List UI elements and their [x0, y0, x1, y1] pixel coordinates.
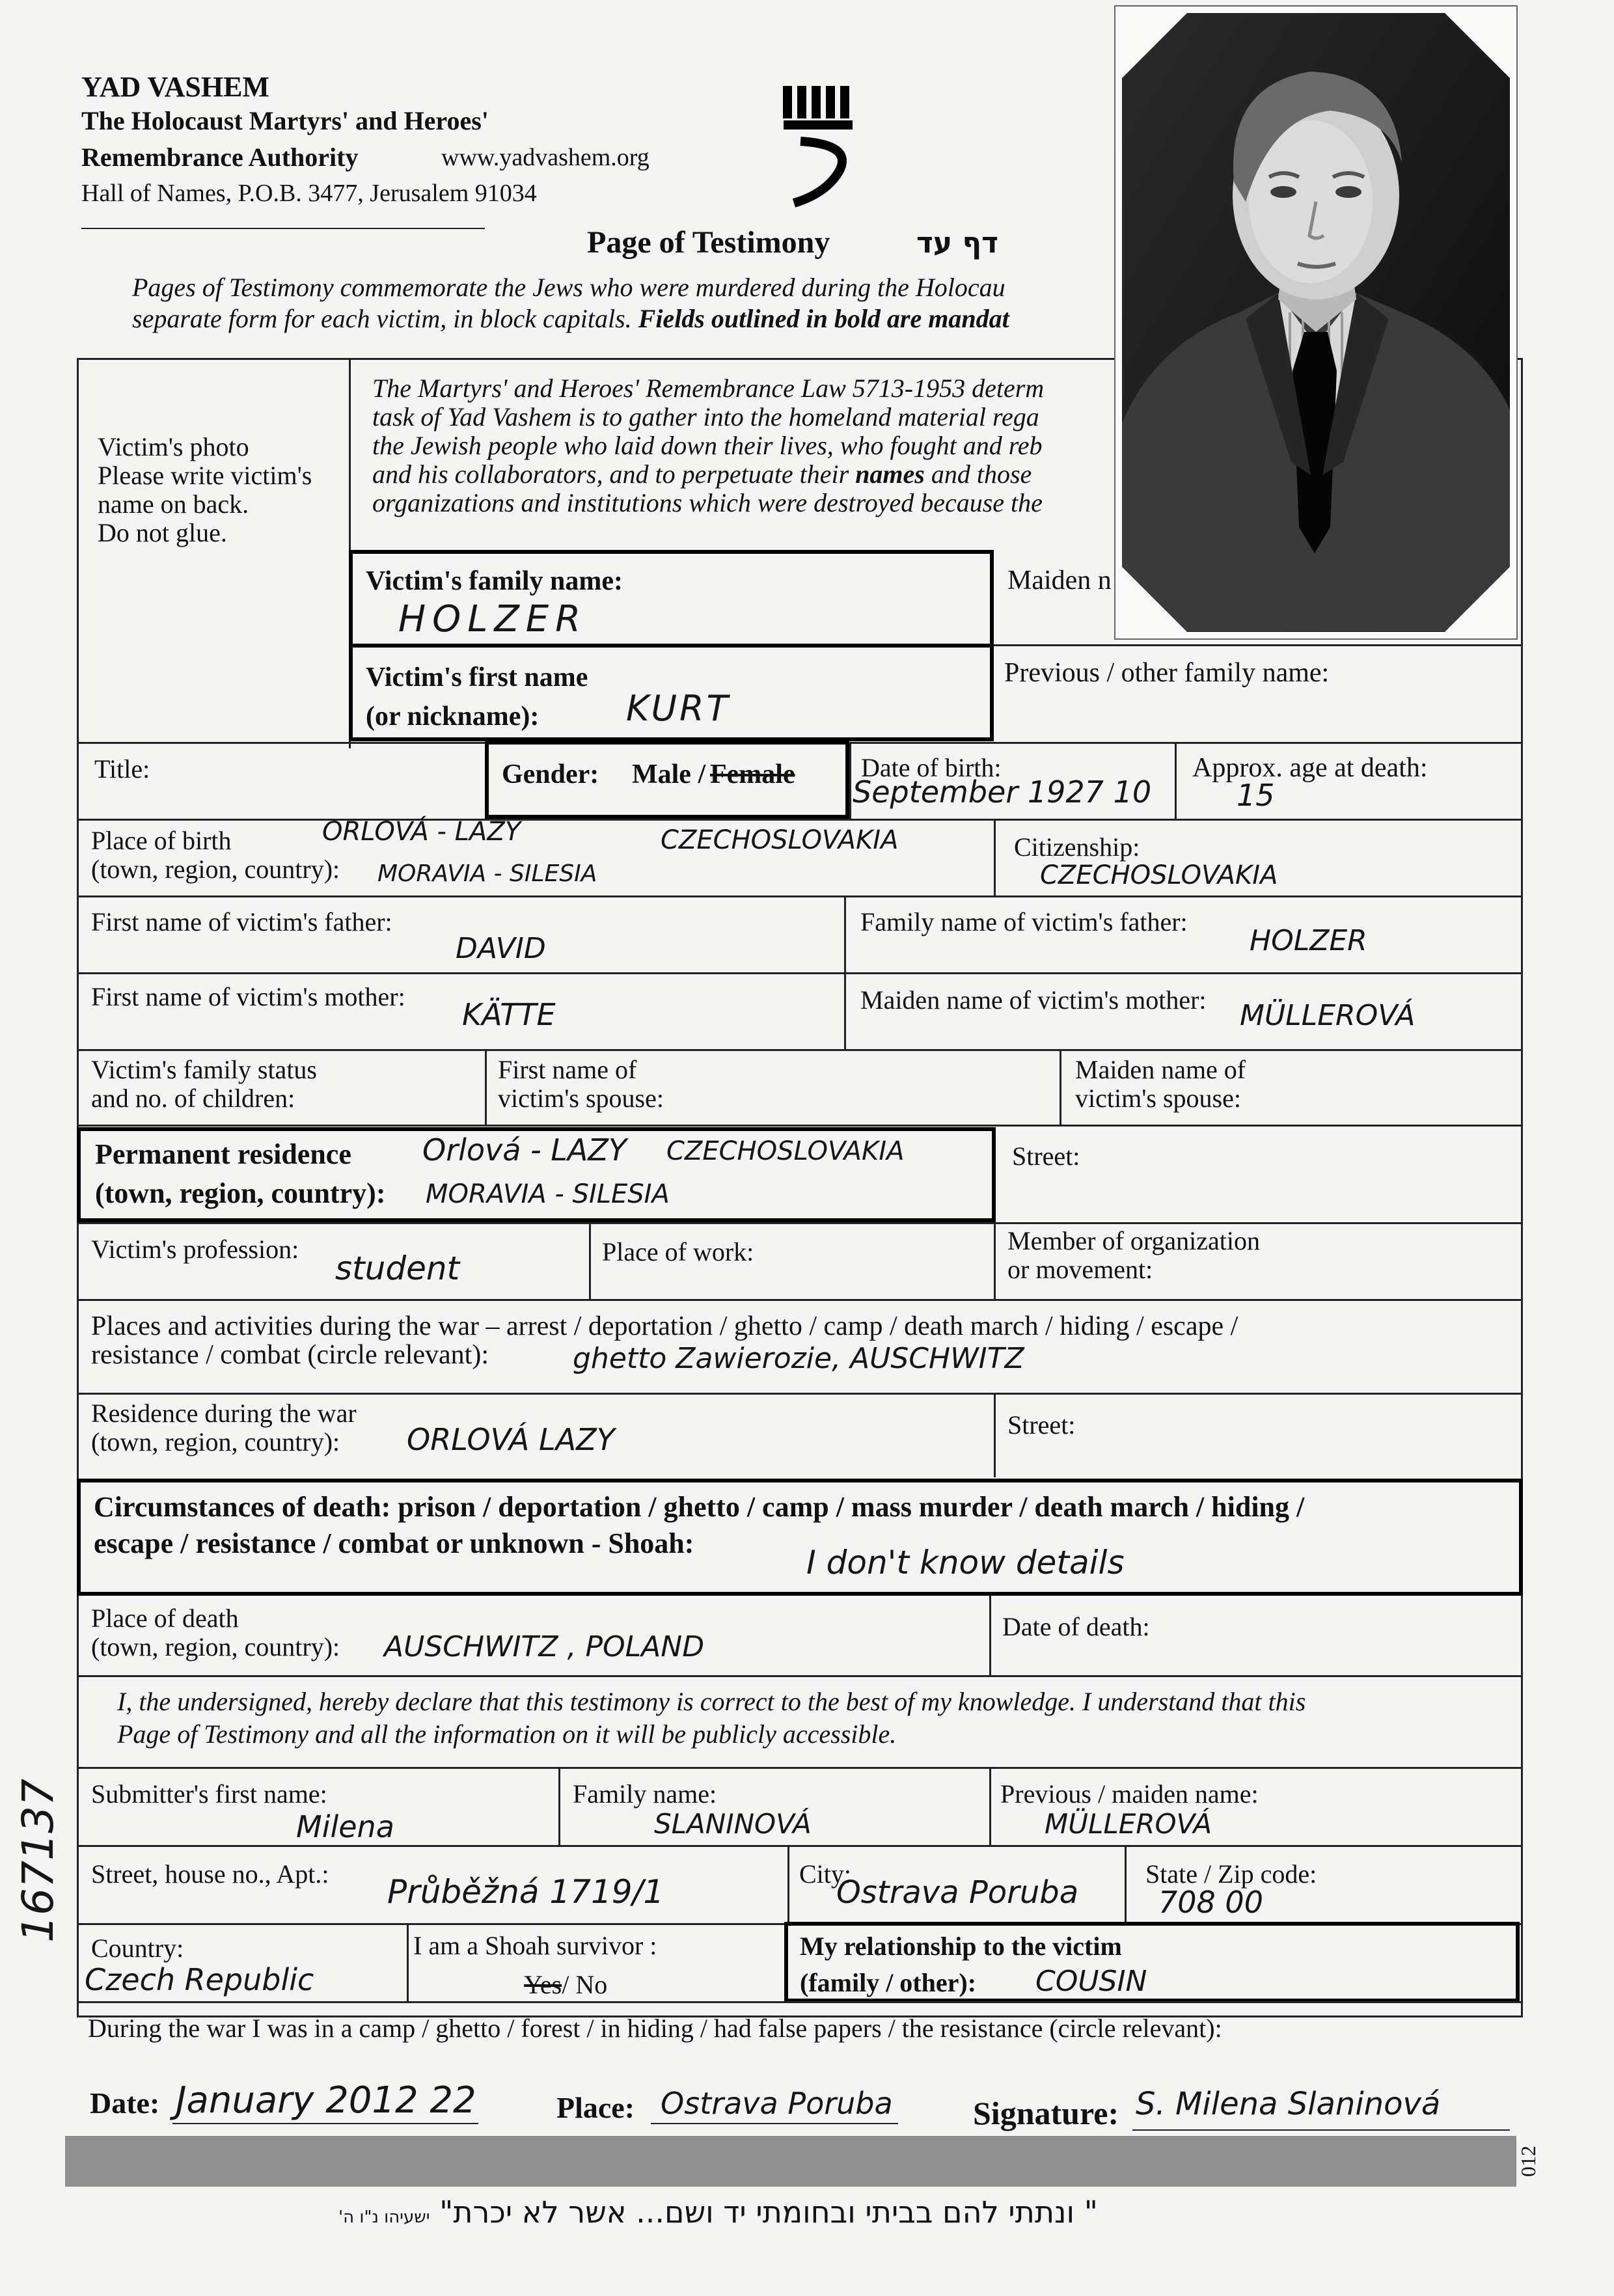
submitter-street-value: Průběžná 1719/1 — [387, 1873, 664, 1911]
submitter-city-label: City: — [799, 1859, 852, 1889]
residence-town-value: Orlová - LAZY — [422, 1132, 627, 1168]
member-org-label: Member of organization or movement: — [1007, 1226, 1261, 1284]
victim-photo — [1114, 5, 1518, 640]
signature-value: S. Milena Slaninová — [1136, 2086, 1441, 2122]
war-residence-label: Residence during the war (town, region, country): — [91, 1399, 357, 1456]
death-circumstances-field[interactable]: Circumstances of death: prison / deportation / ghetto / camp / mass murder / death march / hiding / escape / resistance / combat or unknown - Shoah: I don't know details — [77, 1479, 1523, 1596]
title-label: Title: — [94, 754, 150, 784]
address: Hall of Names, P.O.B. 3477, Jerusalem 91034 — [81, 180, 537, 207]
mother-first-label: First name of victim's mother: — [91, 982, 405, 1011]
dob-value: September 1927 10 — [853, 774, 1152, 810]
website: www.yadvashem.org — [441, 144, 650, 171]
survivor-label: I am a Shoah survivor : — [413, 1931, 657, 1960]
submitter-family-value: SLANINOVÁ — [654, 1808, 812, 1840]
signature-label: Signature: — [973, 2095, 1119, 2131]
submitter-first-value: Milena — [296, 1809, 394, 1844]
footer-verse: " ונתתי להם בביתי ובחומתי יד ושם... אשר לא יכרת" ישעיהו נ"ו ה' — [338, 2194, 1098, 2230]
form-title: Page of Testimony — [587, 225, 830, 260]
pob-town-value: ORLOVÁ - LAZY — [322, 817, 521, 847]
first-name-value: KURT — [626, 688, 731, 729]
gender-field[interactable]: Gender: Male / Female — [485, 741, 849, 819]
father-family-label: Family name of victim's father: — [860, 907, 1188, 936]
residence-street-label: Street: — [1012, 1141, 1080, 1171]
submitter-during-war-label: During the war I was in a camp / ghetto / forest / in hiding / had false papers / the resistance (circle relevant): — [88, 2014, 1222, 2043]
law-text: The Martyrs' and Heroes' Remembrance Law 5713-1953 determ task of Yad Vashem is to gather into the homeland material rega the Jewish people who laid down their lives, who fought and reb and his collaborators, and to perpetuate their names and those organizations and institutions which were destroyed because the — [372, 374, 1045, 517]
mother-maiden-label: Maiden name of victim's mother: — [860, 985, 1207, 1015]
declaration: I, the undersigned, hereby declare that this testimony is correct to the best of my knowledge. I understand that this Page of Testimony and all the information on it will be publicly accessible. — [117, 1687, 1306, 1749]
residence-country-value: CZECHOSLOVAKIA — [666, 1136, 905, 1166]
dob-label: Date of birth: — [861, 753, 1002, 782]
gender-male: Male / — [632, 759, 706, 789]
permanent-residence-field[interactable]: Permanent residence (town, region, country): Orlová - LAZY CZECHOSLOVAKIA MORAVIA - SILESIA — [77, 1127, 996, 1222]
family-name-value: HOLZER — [398, 598, 588, 640]
intro-line1: Pages of Testimony commemorate the Jews who were murdered during the Holocau — [132, 273, 1005, 302]
war-activities-label: Places and activities during the war – arrest / deportation / ghetto / camp / death march / hiding / escape / resistance / combat (circle relevant): — [91, 1311, 1238, 1370]
org-line2: Remembrance Authority — [81, 143, 359, 172]
victim-portrait-icon — [1115, 7, 1516, 638]
age-label: Approx. age at death: — [1192, 753, 1428, 783]
age-value: 15 — [1237, 778, 1275, 813]
previous-name-label: Previous / other family name: — [1004, 658, 1330, 688]
death-place-value: AUSCHWITZ , POLAND — [384, 1630, 705, 1663]
submitter-zip-value: 708 00 — [1158, 1885, 1263, 1920]
father-first-value: DAVID — [456, 932, 546, 965]
pob-country-value: CZECHOSLOVAKIA — [661, 825, 899, 855]
header-rule — [81, 228, 485, 229]
photo-box-label: Victim's photo Please write victim's name on back. Do not glue. — [98, 432, 312, 547]
mother-maiden-value: MÜLLEROVÁ — [1240, 999, 1416, 1032]
archive-number: 167137 — [13, 1779, 63, 1943]
submitter-street-label: Street, house no., Apt.: — [91, 1859, 329, 1889]
maiden-name-label: Maiden n — [1007, 566, 1112, 595]
war-residence-value: ORLOVÁ LAZY — [407, 1422, 615, 1457]
spouse-first-label: First name of victim's spouse: — [498, 1055, 664, 1113]
gender-female: Female — [710, 759, 795, 789]
first-name-field[interactable]: Victim's first name (or nickname): KURT — [349, 644, 994, 741]
father-first-label: First name of victim's father: — [91, 907, 392, 936]
submitter-country-label: Country: — [91, 1934, 184, 1963]
org-line1: The Holocaust Martyrs' and Heroes' — [81, 106, 489, 135]
death-date-label: Date of death: — [1002, 1612, 1150, 1641]
date-label: Date: — [90, 2086, 160, 2120]
place-of-work-label: Place of work: — [602, 1237, 754, 1266]
relationship-field[interactable]: My relationship to the victim (family / other): COUSIN — [784, 1922, 1520, 2002]
death-place-label: Place of death (town, region, country): — [91, 1604, 340, 1661]
survivor-options[interactable]: Yes/ No — [524, 1970, 608, 1999]
father-family-value: HOLZER — [1250, 924, 1367, 957]
submitter-previous-label: Previous / maiden name: — [1000, 1779, 1259, 1809]
citizenship-value: CZECHOSLOVAKIA — [1040, 860, 1278, 890]
profession-value: student — [335, 1250, 460, 1287]
residence-region-value: MORAVIA - SILESIA — [426, 1179, 670, 1209]
pob-label: Place of birth (town, region, country): — [91, 826, 340, 884]
pob-region-value: MORAVIA - SILESIA — [377, 860, 597, 887]
submitter-country-value: Czech Republic — [85, 1962, 314, 1997]
relationship-value: COUSIN — [1035, 1965, 1147, 1998]
family-status-label: Victim's family status and no. of children: — [91, 1055, 317, 1113]
form-title-hebrew: דף עד — [916, 226, 999, 260]
intro-line2: separate form for each victim, in block capitals. Fields outlined in bold are mandat — [132, 304, 1009, 333]
submitter-city-value: Ostrava Poruba — [836, 1874, 1079, 1911]
family-name-field[interactable]: Victim's family name: HOLZER — [349, 550, 994, 648]
profession-label: Victim's profession: — [91, 1235, 299, 1264]
date-value: January 2012 22 — [176, 2079, 476, 2122]
mother-first-value: KÄTTE — [462, 997, 556, 1032]
place-value: Ostrava Poruba — [661, 2086, 893, 2121]
war-activities-value: ghetto Zawierozie, AUSCHWITZ — [573, 1342, 1024, 1375]
war-street-label: Street: — [1007, 1410, 1076, 1440]
yad-vashem-logo-icon — [774, 73, 866, 210]
org-name: YAD VASHEM — [81, 71, 269, 103]
spouse-maiden-label: Maiden name of victim's spouse: — [1075, 1055, 1246, 1113]
citizenship-label: Citizenship: — [1014, 832, 1140, 862]
submitter-family-label: Family name: — [573, 1779, 717, 1809]
footer-band — [65, 2136, 1516, 2187]
place-label: Place: — [556, 2091, 635, 2124]
submitter-previous-value: MÜLLEROVÁ — [1045, 1808, 1212, 1840]
footer-edge-code: 012 — [1516, 2146, 1540, 2177]
death-circumstances-value: I don't know details — [806, 1544, 1125, 1581]
submitter-first-label: Submitter's first name: — [91, 1779, 327, 1809]
submitter-zip-label: State / Zip code: — [1145, 1859, 1317, 1889]
